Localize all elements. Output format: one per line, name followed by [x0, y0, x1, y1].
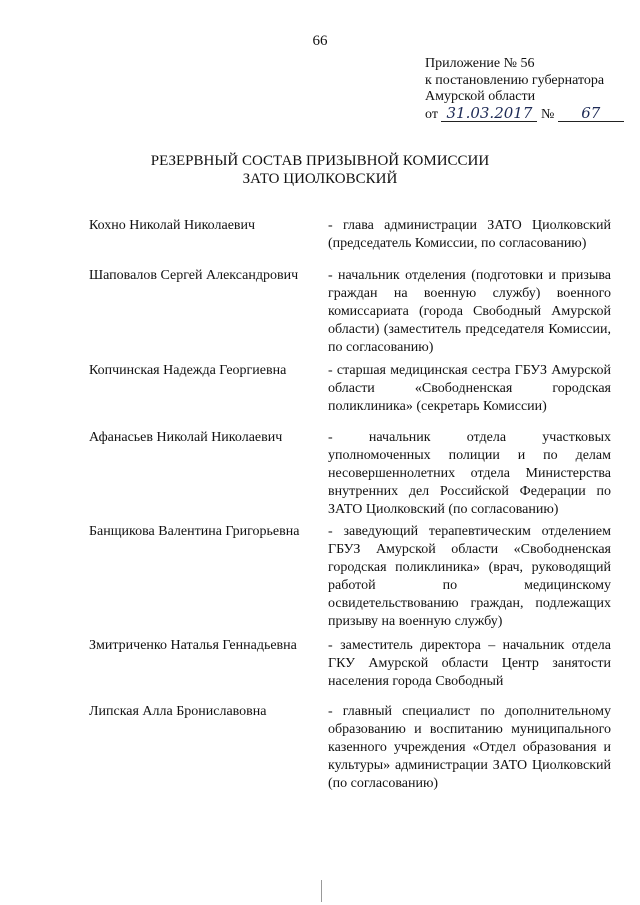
title-line-1: РЕЗЕРВНЫЙ СОСТАВ ПРИЗЫВНОЙ КОМИССИИ: [150, 153, 490, 169]
member-description: - глава администрации ЗАТО Циолковский (председатель Комиссии, по согласованию): [328, 218, 611, 251]
member-name: Змитриченко Наталья Геннадьевна: [89, 638, 297, 653]
scan-mark: [321, 880, 322, 902]
member-description: - заместитель директора – начальник отдела ГКУ Амурской области Центр занятости населения города Свободный: [328, 638, 611, 689]
date-prefix: от: [425, 106, 438, 122]
appendix-line-1: Приложение № 56: [425, 56, 535, 71]
member-name: Афанасьев Николай Николаевич: [89, 430, 283, 445]
member-description: - заведующий терапевтическим отделением ГБУЗ Амурской области «Свободненская городская поликлиника» (врач, руководящий работой по медицинскому освидетельствованию граждан, подлежащих призыву на военную службу): [328, 524, 611, 629]
member-name: Банщикова Валентина Григорьевна: [89, 524, 300, 539]
member-name: Копчинская Надежда Георгиевна: [89, 363, 287, 378]
member-description: - главный специалист по дополнительному образованию и воспитанию муниципального казенного учреждения «Отдел образования и культуры» администрации ЗАТО Циолковский (по согласованию): [328, 704, 611, 791]
appendix-date-line: [425, 103, 630, 124]
appendix-line-3: Амурской области: [425, 89, 536, 104]
appendix-header: [425, 56, 630, 123]
handwritten-number: 67: [558, 106, 624, 122]
member-name: Кохно Николай Николаевич: [89, 218, 256, 233]
document-title: [0, 152, 640, 188]
title-line-2: ЗАТО ЦИОЛКОВСКИЙ: [242, 171, 398, 187]
handwritten-date: 31.03.2017: [441, 106, 537, 122]
member-name: Шаповалов Сергей Александрович: [89, 268, 299, 283]
member-name: Липская Алла Брониславовна: [89, 704, 267, 719]
member-description: - начальник отдела участковых уполномоченных полиции и по делам несовершеннолетних отдела Министерства внутренних дел Российской Федерации по ЗАТО Циолковский (по согласованию): [328, 430, 611, 517]
member-description: - старшая медицинская сестра ГБУЗ Амурской области «Свободненская городская поликлиника» (секретарь Комиссии): [328, 363, 611, 414]
number-prefix: №: [540, 106, 555, 122]
member-description: - начальник отделения (подготовки и призыва граждан на военную службу) военного комиссариата (города Свободный Амурской области) (заместитель председателя Комиссии, по согласованию): [328, 268, 611, 355]
page-number: 66: [312, 33, 328, 49]
appendix-line-2: к постановлению губернатора: [425, 72, 605, 88]
